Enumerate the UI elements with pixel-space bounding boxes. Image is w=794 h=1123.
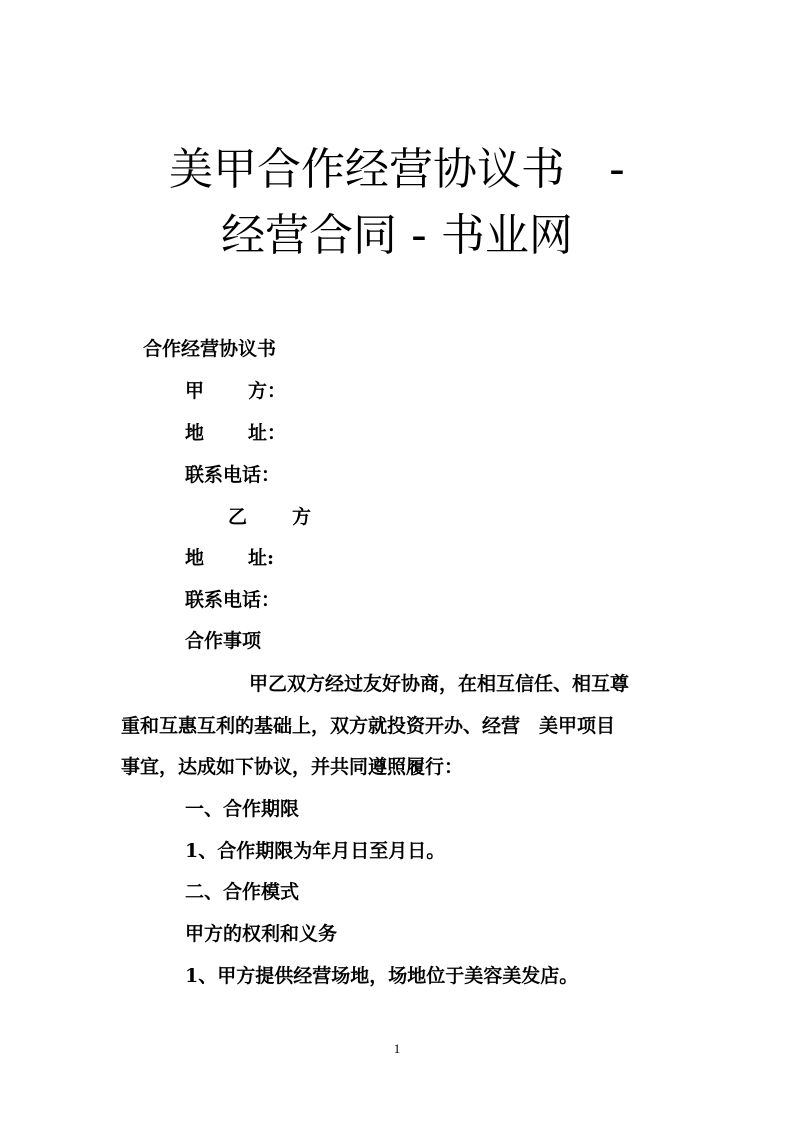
party-a-item-1: 1、甲方提供经营场地，场地位于美容美发店。	[185, 965, 579, 987]
page-number: 1	[393, 1041, 401, 1056]
party-b-address-label-part-2: 址:	[248, 547, 275, 569]
party-b-address-label-part-1: 地	[185, 547, 205, 569]
intro-paragraph-line-2: 重和互惠互利的基础上，双方就投资开办、经营 美甲项目	[121, 715, 616, 737]
party-b-label-part-1: 乙	[228, 506, 248, 528]
document-title-line-1: 美甲合作经营协议书 -	[169, 144, 625, 195]
agreement-heading: 合作经营协议书	[143, 338, 277, 360]
party-a-phone-label: 联系电话：	[185, 464, 281, 486]
party-a-address-label-part-1: 地	[185, 422, 205, 444]
section-1-heading: 一、合作期限	[185, 798, 300, 820]
party-a-rights-heading: 甲方的权利和义务	[185, 923, 338, 945]
party-a-label	[185, 378, 286, 404]
party-b-label-part-2: 方	[292, 506, 312, 528]
party-a-address-label-part-2: 址：	[248, 422, 287, 444]
cooperation-matters-heading: 合作事项	[185, 630, 262, 652]
section-1-item-1: 1、合作期限为年月日至月日。	[185, 840, 446, 862]
party-b-address-label	[185, 545, 274, 571]
party-a-address-label	[185, 420, 286, 446]
document-title-line-2: 经营合同 - 书业网	[221, 210, 573, 261]
section-2-heading: 二、合作模式	[185, 881, 300, 903]
party-a-label-part-2: 方：	[248, 380, 287, 402]
party-a-label-part-1: 甲	[185, 380, 205, 402]
party-b-label	[228, 504, 311, 530]
intro-paragraph-line-3: 事宜，达成如下协议，并共同遵照履行：	[121, 756, 464, 778]
party-b-phone-label: 联系电话：	[185, 589, 281, 611]
intro-paragraph-line-1: 甲乙双方经过友好协商，在相互信任、相互尊	[249, 673, 630, 695]
